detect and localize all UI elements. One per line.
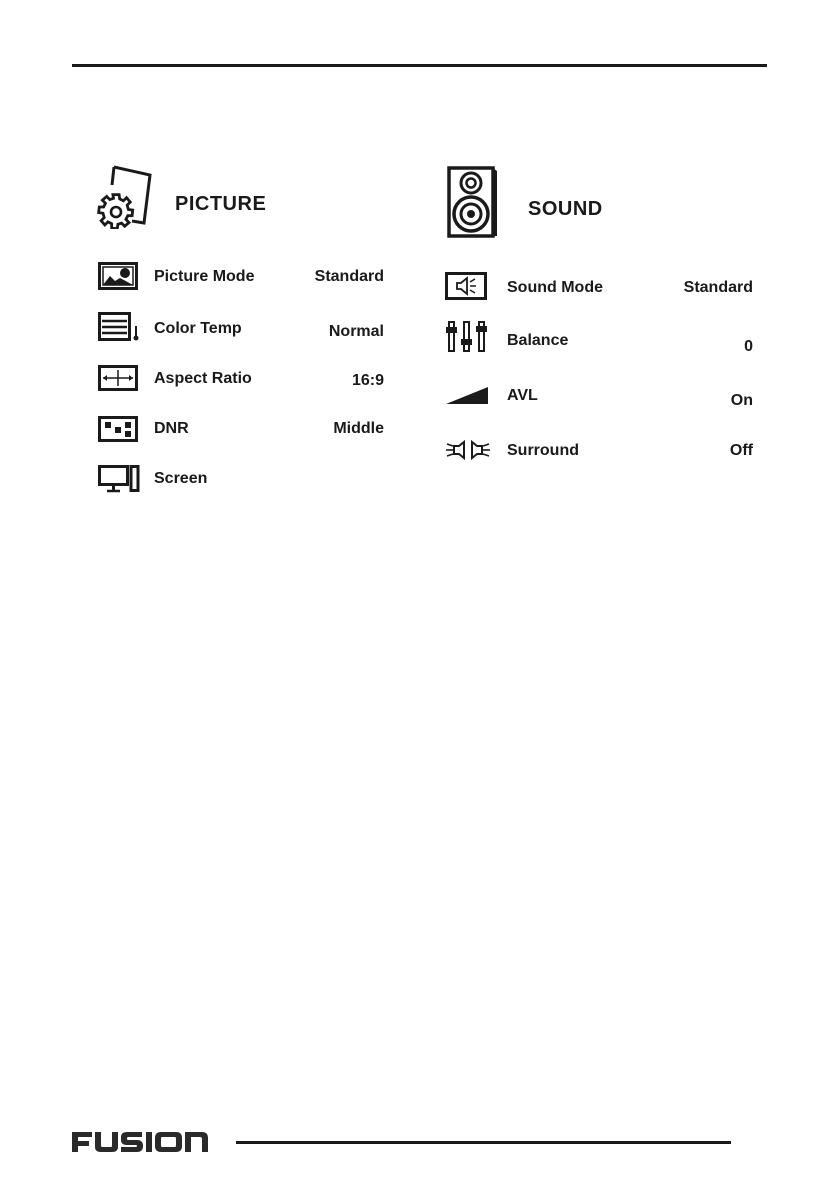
- picture-row-color-temp[interactable]: [98, 312, 388, 340]
- sound-row-surround[interactable]: [445, 437, 757, 465]
- dnr-value: Middle: [333, 420, 384, 437]
- sound-mode-value: Standard: [683, 279, 753, 296]
- picture-row-aspect-ratio[interactable]: [98, 365, 388, 393]
- color-temp-label: Color Temp: [154, 320, 242, 337]
- equalizer-sliders-icon: [445, 320, 489, 354]
- screen-label: Screen: [154, 470, 208, 487]
- fusion-logo: [70, 1128, 210, 1156]
- aspect-ratio-icon: [98, 365, 138, 391]
- picture-settings-icon: [92, 163, 154, 229]
- speaker-mode-icon: [445, 272, 487, 300]
- monitor-icon: [98, 465, 142, 493]
- color-temp-value: Normal: [328, 323, 384, 340]
- color-temp-icon: [98, 312, 142, 342]
- avl-label: AVL: [507, 387, 538, 404]
- dnr-label: DNR: [154, 420, 189, 437]
- picture-row-dnr[interactable]: [98, 416, 388, 444]
- top-rule: [72, 64, 767, 67]
- surround-label: Surround: [507, 442, 579, 459]
- volume-ramp-icon: [445, 384, 489, 406]
- landscape-image-icon: [98, 262, 138, 290]
- balance-value: 0: [744, 338, 753, 355]
- sound-row-sound-mode[interactable]: [445, 272, 757, 300]
- picture-row-picture-mode[interactable]: [98, 262, 388, 290]
- bottom-rule: [236, 1141, 731, 1144]
- aspect-ratio-label: Aspect Ratio: [154, 370, 252, 387]
- picture-menu-title: PICTURE: [175, 193, 267, 215]
- sound-row-avl[interactable]: [445, 384, 757, 412]
- avl-value: On: [730, 392, 753, 409]
- sound-mode-label: Sound Mode: [507, 279, 603, 296]
- balance-label: Balance: [507, 332, 569, 349]
- surround-value: Off: [729, 442, 753, 459]
- aspect-ratio-value: 16:9: [351, 372, 384, 389]
- surround-speaker-icon: [445, 437, 491, 463]
- picture-mode-label: Picture Mode: [154, 268, 255, 285]
- picture-row-screen[interactable]: [98, 465, 388, 493]
- sound-row-balance[interactable]: [445, 320, 757, 355]
- dnr-checker-icon: [98, 416, 138, 442]
- sound-menu-title: SOUND: [528, 198, 603, 220]
- picture-mode-value: Standard: [314, 268, 384, 285]
- speaker-cabinet-icon: [447, 166, 499, 238]
